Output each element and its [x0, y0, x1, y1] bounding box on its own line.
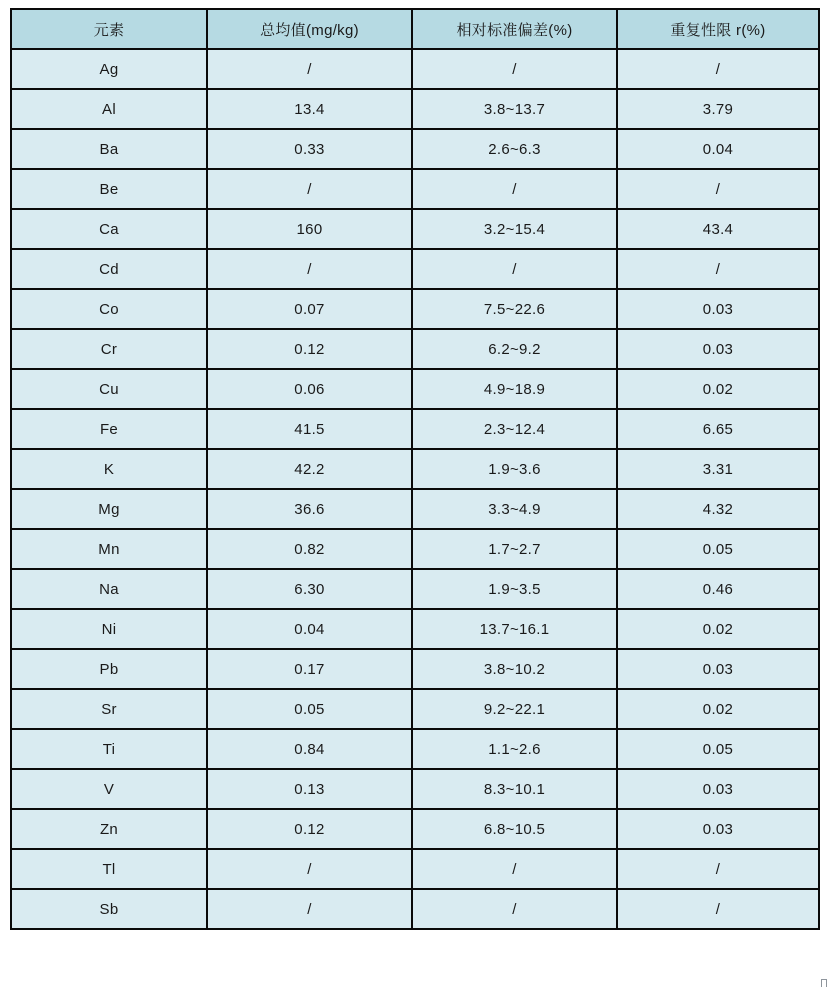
table-cell: 36.6 [207, 489, 412, 529]
table-row [11, 569, 819, 609]
table-cell: / [207, 49, 412, 89]
table-cell: 160 [207, 209, 412, 249]
table-cell: 1.1~2.6 [412, 729, 617, 769]
table-row [11, 729, 819, 769]
table-cell: Pb [11, 649, 207, 689]
table-row [11, 49, 819, 89]
resize-handle-icon [821, 979, 827, 987]
table-cell: K [11, 449, 207, 489]
table-cell: 0.07 [207, 289, 412, 329]
table-cell: 2.6~6.3 [412, 129, 617, 169]
table-cell: / [412, 249, 617, 289]
table-cell: Cr [11, 329, 207, 369]
table-cell: 0.13 [207, 769, 412, 809]
table-cell: 43.4 [617, 209, 819, 249]
table-cell: / [412, 849, 617, 889]
table-cell: / [617, 249, 819, 289]
table-cell: 0.17 [207, 649, 412, 689]
table-cell: V [11, 769, 207, 809]
table-row [11, 889, 819, 929]
table-cell: / [207, 169, 412, 209]
table-cell: 0.82 [207, 529, 412, 569]
table-row [11, 409, 819, 449]
table-cell: Cd [11, 249, 207, 289]
column-header-relative-std-dev: 相对标准偏差(%) [412, 9, 617, 49]
table-cell: Ag [11, 49, 207, 89]
table-row [11, 129, 819, 169]
table-row [11, 329, 819, 369]
table-cell: 0.05 [617, 729, 819, 769]
table-cell: 0.33 [207, 129, 412, 169]
table-row [11, 489, 819, 529]
table-cell: 42.2 [207, 449, 412, 489]
table-row [11, 609, 819, 649]
table-row [11, 369, 819, 409]
table-row [11, 289, 819, 329]
table-cell: Tl [11, 849, 207, 889]
table-cell: 1.9~3.6 [412, 449, 617, 489]
table-row [11, 209, 819, 249]
table-cell: Ni [11, 609, 207, 649]
table-cell: 3.31 [617, 449, 819, 489]
table-cell: 7.5~22.6 [412, 289, 617, 329]
table-cell: 0.46 [617, 569, 819, 609]
table-cell: Mn [11, 529, 207, 569]
table-cell: 13.7~16.1 [412, 609, 617, 649]
column-header-total-mean: 总均值(mg/kg) [207, 9, 412, 49]
table-cell: / [207, 249, 412, 289]
table-cell: Ba [11, 129, 207, 169]
table-row [11, 769, 819, 809]
column-header-repeatability-limit: 重复性限 r(%) [617, 9, 819, 49]
table-cell: / [207, 849, 412, 889]
table-row [11, 809, 819, 849]
table-cell: 0.05 [207, 689, 412, 729]
table-cell: 0.03 [617, 769, 819, 809]
table-cell: / [412, 889, 617, 929]
table-cell: Fe [11, 409, 207, 449]
table-cell: 0.03 [617, 809, 819, 849]
table-cell: 6.8~10.5 [412, 809, 617, 849]
table-cell: 0.04 [207, 609, 412, 649]
table-cell: 3.79 [617, 89, 819, 129]
table-cell: 4.32 [617, 489, 819, 529]
table-cell: / [412, 49, 617, 89]
table-cell: / [617, 889, 819, 929]
table-cell: 0.03 [617, 329, 819, 369]
table-cell: 0.02 [617, 689, 819, 729]
table-cell: 0.12 [207, 329, 412, 369]
column-header-element: 元素 [11, 9, 207, 49]
table-cell: 3.8~10.2 [412, 649, 617, 689]
table-cell: 4.9~18.9 [412, 369, 617, 409]
table-cell: 0.03 [617, 649, 819, 689]
table-cell: Ca [11, 209, 207, 249]
data-table [10, 8, 820, 930]
table-cell: 8.3~10.1 [412, 769, 617, 809]
table-cell: 0.12 [207, 809, 412, 849]
table-cell: / [412, 169, 617, 209]
table-cell: Be [11, 169, 207, 209]
table-cell: / [617, 49, 819, 89]
table-row [11, 89, 819, 129]
header-row [11, 9, 819, 49]
table-cell: 6.2~9.2 [412, 329, 617, 369]
table-cell: 0.03 [617, 289, 819, 329]
table-cell: 3.3~4.9 [412, 489, 617, 529]
table-cell: 0.02 [617, 369, 819, 409]
table-cell: 0.05 [617, 529, 819, 569]
table-cell: Sb [11, 889, 207, 929]
table-row [11, 249, 819, 289]
table-cell: 6.65 [617, 409, 819, 449]
table-body [11, 49, 819, 929]
table-cell: 41.5 [207, 409, 412, 449]
table-cell: 3.2~15.4 [412, 209, 617, 249]
table-cell: 3.8~13.7 [412, 89, 617, 129]
table-cell: 0.06 [207, 369, 412, 409]
table-cell: Na [11, 569, 207, 609]
table-cell: 0.84 [207, 729, 412, 769]
table-row [11, 169, 819, 209]
table-cell: 2.3~12.4 [412, 409, 617, 449]
table-cell: Ti [11, 729, 207, 769]
table-cell: / [207, 889, 412, 929]
table-cell: Zn [11, 809, 207, 849]
table-cell: 0.04 [617, 129, 819, 169]
table-cell: / [617, 849, 819, 889]
table-cell: 1.9~3.5 [412, 569, 617, 609]
table-cell: 0.02 [617, 609, 819, 649]
table-row [11, 529, 819, 569]
table-cell: 9.2~22.1 [412, 689, 617, 729]
table-cell: Al [11, 89, 207, 129]
table-cell: 1.7~2.7 [412, 529, 617, 569]
table-row [11, 849, 819, 889]
table-row [11, 449, 819, 489]
table-cell: / [617, 169, 819, 209]
table-cell: Sr [11, 689, 207, 729]
table-cell: Mg [11, 489, 207, 529]
table-cell: Cu [11, 369, 207, 409]
table-cell: 6.30 [207, 569, 412, 609]
table-cell: Co [11, 289, 207, 329]
table-row [11, 689, 819, 729]
table-row [11, 649, 819, 689]
table-cell: 13.4 [207, 89, 412, 129]
